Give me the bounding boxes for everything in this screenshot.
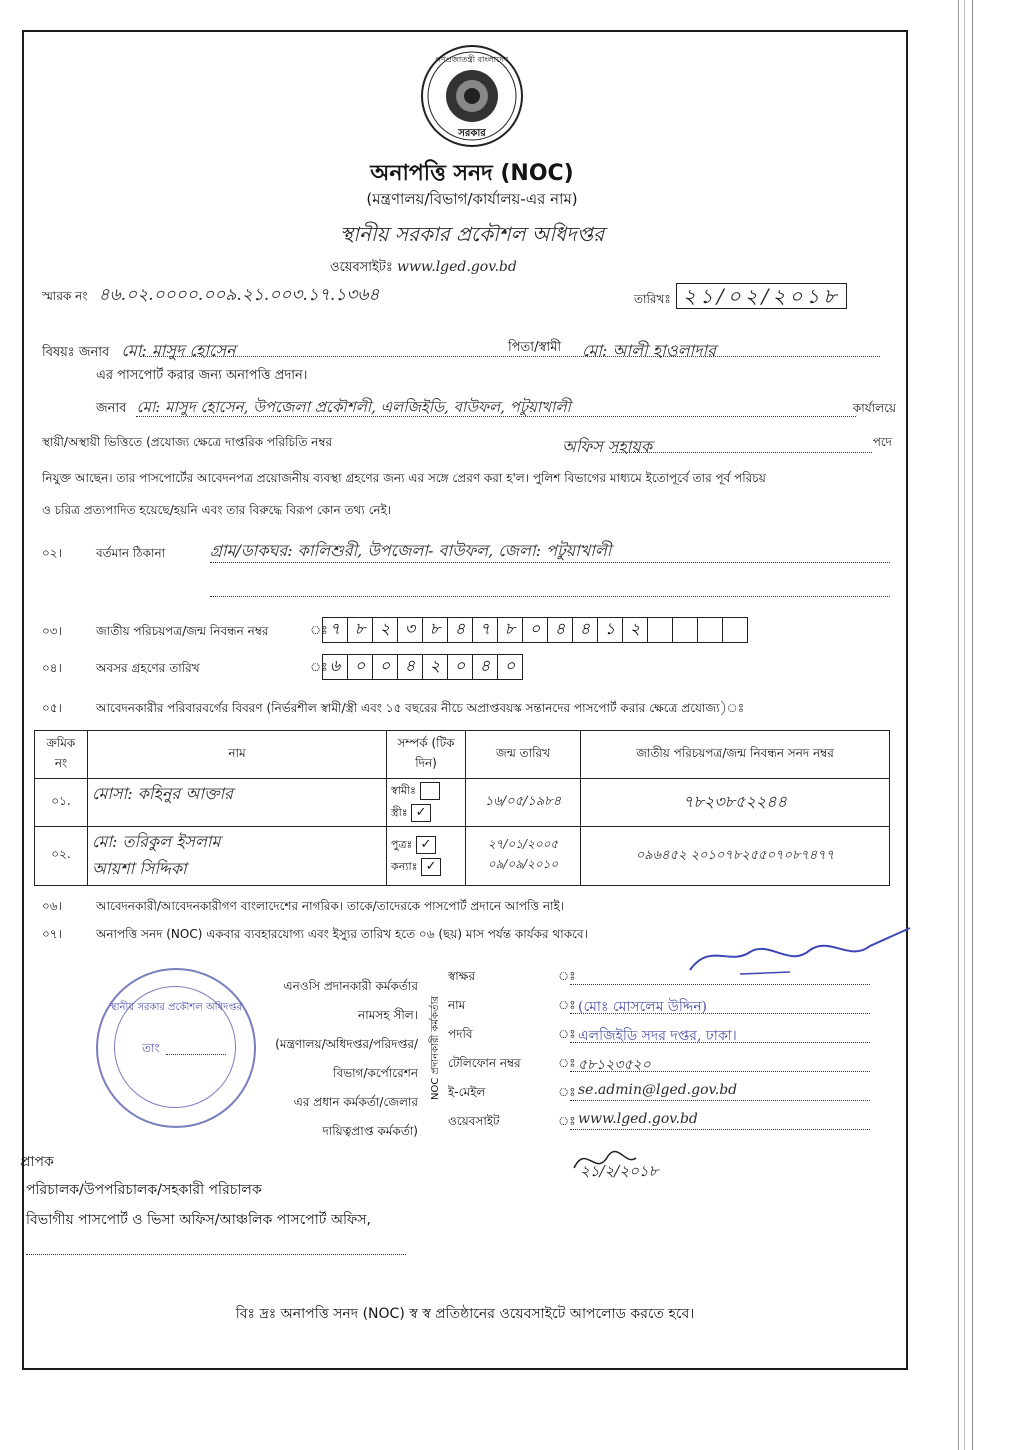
- table-header: নাম: [88, 731, 387, 779]
- retire-colon: ঃ: [310, 660, 328, 674]
- website-line: [330, 258, 517, 279]
- nid-digit-box: [697, 617, 723, 643]
- seal-date-line: [166, 1054, 226, 1055]
- perm-line: [42, 434, 892, 454]
- nid-digit-box: ৭: [322, 617, 348, 643]
- dotted-line: [140, 356, 880, 357]
- issuer-left-line: নামসহ সীল।: [358, 1008, 418, 1022]
- item-02-label: বর্তমান ঠিকানা: [96, 546, 166, 560]
- table-header: জাতীয় পরিচয়পত্র/জন্ম নিবন্ধন সনদ নম্বর: [581, 731, 890, 779]
- emblem-text-bottom: সরকার: [458, 128, 486, 139]
- row-serial: ০২.: [35, 827, 88, 886]
- relation-label: স্বামীঃ: [391, 784, 417, 797]
- row-dob: ১৬/০৫/১৯৮৪: [466, 779, 581, 827]
- nid-digit-box: ৩: [397, 617, 423, 643]
- memo-value: ৪৬.০২.০০০০.০০৯.২১.০০৩.১৭.১৩৬৪: [98, 285, 380, 305]
- office-name: স্থানীয় সরকার প্রকৌশল অধিদপ্তর: [339, 222, 605, 246]
- father-name: মো: আলী হাওলাদার: [582, 341, 716, 360]
- nid-digit-box: ৮: [422, 617, 448, 643]
- website-value: www.lged.gov.bd: [396, 259, 517, 275]
- nid-digit-box: [672, 617, 698, 643]
- family-table: [34, 730, 890, 886]
- retirement-digit-box: ০: [372, 654, 398, 680]
- issuer-left-block: [240, 972, 418, 1146]
- issuer-field-value: ৫৮১২৩৫২০: [578, 1057, 651, 1073]
- row-relation: [387, 779, 466, 827]
- relation-label: কন্যাঃ: [391, 859, 418, 873]
- post-value: অফিস সহায়ক: [562, 437, 653, 456]
- current-address: গ্রাম/ডাকঘর: কালিশুরী, উপজেলা- বাউফল, জেলা: পটুয়াখালী: [210, 541, 612, 560]
- vertical-label: NOC প্রদানকারী কর্মকর্তার: [430, 996, 441, 1100]
- issuer-field-value: se.admin@lged.gov.bd: [578, 1082, 738, 1098]
- office-suffix: কার্যালয়ে: [852, 401, 896, 415]
- row-name: আয়শা সিদ্দিকা: [92, 859, 187, 878]
- date-value: ২১/০২/২০১৮: [676, 283, 847, 309]
- designation-line: [96, 396, 906, 421]
- row-nid: ০৯৬৪৫২ ২০১০৭৮২৫৫০৭০৮৭৪৭৭: [581, 827, 890, 886]
- recipient-line-1: পরিচালক/উপপরিচালক/সহকারী পরিচালক: [26, 1182, 262, 1198]
- relation-label: স্ত্রীঃ: [391, 806, 408, 819]
- dotted-line: [26, 1254, 406, 1255]
- document-title: অনাপত্তি সনদ (NOC): [370, 161, 574, 186]
- issuer-field-row: [448, 1026, 898, 1055]
- dotted-line: [210, 562, 890, 563]
- relation-checkbox[interactable]: ✓: [416, 836, 436, 854]
- table-row: [35, 827, 890, 886]
- subject-line-2: এর পাসপোর্ট করার জন্য অনাপত্তি প্রদান।: [96, 368, 308, 383]
- item-03-label: জাতীয় পরিচয়পত্র/জন্ম নিবন্ধন নম্বর: [96, 624, 269, 638]
- initial-date: ২১/২/২০১৮: [580, 1162, 659, 1180]
- issuer-left-line: দায়িত্বপ্রাপ্ত কর্মকর্তা): [322, 1124, 418, 1138]
- applicant-name: মো: মাসুদ হোসেন: [121, 341, 236, 360]
- retirement-digit-box: ০: [497, 654, 523, 680]
- issuer-field-label: পদবি: [448, 1027, 473, 1041]
- scan-edge-line: [972, 0, 973, 1450]
- janab-label: জনাব: [78, 345, 110, 360]
- row-serial: ০১.: [35, 779, 88, 827]
- relation-line: [391, 782, 461, 801]
- issuer-field-row: [448, 1055, 898, 1084]
- issuer-field-label: স্বাক্ষর: [448, 969, 476, 983]
- subject-label: বিষয়ঃ: [42, 345, 75, 360]
- row-nid: ৭৮২৩৮৫২২৪৪: [581, 779, 890, 827]
- row-name: মো: তরিকুল ইসলাম: [92, 832, 221, 851]
- nid-digit-box: [647, 617, 673, 643]
- issuer-field-value: (মোঃ মোসলেম উদ্দিন): [578, 999, 708, 1015]
- issuer-field-label: ই-মেইল: [448, 1085, 486, 1099]
- clause-07-num: ০৭।: [42, 927, 62, 941]
- issuer-field-dotted-line: [570, 984, 870, 985]
- memo-label: স্মারক নং: [42, 289, 88, 303]
- issuer-left-line: এর প্রধান কর্মকর্তা/জেলার: [293, 1095, 418, 1109]
- nid-digit-box: ৮: [347, 617, 373, 643]
- nid-digit-box: ৮: [497, 617, 523, 643]
- table-header: জন্ম তারিখ: [466, 731, 581, 779]
- date-field: [634, 282, 847, 315]
- clause-06-num: ০৬।: [42, 899, 62, 913]
- nid-digit-box: ২: [372, 617, 398, 643]
- post-suffix: পদে: [872, 435, 892, 449]
- issuer-left-line: (মন্ত্রণালয়/অধিদপ্তর/পরিদপ্তর/: [275, 1037, 418, 1051]
- nid-digit-box: [722, 617, 748, 643]
- issuer-field-dotted-line: [570, 1100, 870, 1101]
- dotted-line: [612, 452, 872, 453]
- scan-edge-line: [964, 0, 965, 1450]
- nid-digit-box: ১: [597, 617, 623, 643]
- seal-text: স্থানীয় সরকার প্রকৌশল অধিদপ্তর: [109, 1002, 243, 1013]
- nid-digit-boxes: [322, 617, 748, 643]
- issuer-field-row: [448, 997, 898, 1026]
- retirement-digit-box: ৪: [397, 654, 423, 680]
- government-emblem: [420, 44, 524, 148]
- nid-digit-box: ৪: [547, 617, 573, 643]
- scan-edge-line: [958, 0, 959, 1450]
- relation-line: [391, 804, 461, 823]
- issuer-field-value: www.lged.gov.bd: [578, 1111, 698, 1127]
- retirement-digit-box: ৬: [322, 654, 348, 680]
- row-dob: ২৭/০১/২০০৫ ০৯/০৯/২০১০: [466, 827, 581, 886]
- nid-digit-box: ৪: [572, 617, 598, 643]
- issuer-field-colon: ঃ: [558, 1027, 576, 1041]
- office-seal-stamp: [96, 968, 256, 1128]
- row-name-cell: [88, 827, 387, 886]
- issuer-field-value: এলজিইডি সদর দপ্তর, ঢাকা।: [578, 1028, 737, 1044]
- designation-value: মো: মাসুদ হোসেন, উপজেলা প্রকৌশলী, এলজিইডি, বাউফল, পটুয়াখালী: [136, 398, 571, 416]
- retirement-digit-box: ০: [347, 654, 373, 680]
- para-2: ও চরিত্র প্রত্যপাদিত হয়েছে/হয়নি এবং তার বিরুদ্ধে বিরূপ কোন তথ্য নেই।: [42, 503, 392, 517]
- clause-07: অনাপত্তি সনদ (NOC) একবার ব্যবহারযোগ্য এবং ইস্যুর তারিখ হতে ০৬ (ছয়) মাস পর্যন্ত কার্যকর থাকবে।: [96, 927, 588, 941]
- issuer-field-colon: ঃ: [558, 1056, 576, 1070]
- nid-digit-box: ২: [622, 617, 648, 643]
- issuer-field-label: টেলিফোন নম্বর: [448, 1056, 521, 1070]
- nid-digit-box: ৪: [447, 617, 473, 643]
- footer-note: বিঃ দ্রঃ অনাপত্তি সনদ (NOC) স্ব স্ব প্রতিষ্ঠানের ওয়েবসাইটে আপলোড করতে হবে।: [235, 1306, 695, 1322]
- para-1: নিযুক্ত আছেন। তার পাসপোর্টের আবেদনপত্র প্রয়োজনীয় ব্যবস্থা গ্রহণের জন্য এর সঙ্গে প্রেরণ করা হ'ল। পুলিশ বিভাগের মাধ্যমে ইতোপূর্বে তার পূর্ব পরিচয়: [42, 471, 766, 485]
- issuer-field-colon: ঃ: [558, 969, 576, 983]
- issuer-field-colon: ঃ: [558, 1085, 576, 1099]
- retirement-digit-box: ২: [422, 654, 448, 680]
- subject-line: [42, 338, 892, 365]
- retirement-digit-box: ০: [447, 654, 473, 680]
- relation-label: পুত্রঃ: [391, 837, 413, 851]
- recipient-label: প্রাপক: [20, 1154, 54, 1170]
- father-label: পিতা/স্বামী: [508, 340, 562, 355]
- issuer-field-colon: ঃ: [558, 1114, 576, 1128]
- nid-digit-box: ০: [522, 617, 548, 643]
- nid-colon: ঃ: [310, 623, 328, 637]
- emblem-text-top: গণপ্রজাতন্ত্রী বাংলাদেশ: [435, 55, 509, 64]
- item-03-num: ০৩।: [42, 624, 62, 638]
- date-label: তারিখঃ: [634, 292, 671, 306]
- relation-line: [391, 858, 461, 877]
- document-subtitle: (মন্ত্রণালয়/বিভাগ/কার্যালয়-এর নাম): [366, 190, 578, 208]
- table-header-row: [35, 731, 890, 779]
- memo-line: [42, 282, 379, 310]
- issuer-field-colon: ঃ: [558, 998, 576, 1012]
- item-02-num: ০২।: [42, 546, 62, 560]
- table-header: সম্পর্ক (টিক দিন): [387, 731, 466, 779]
- issuer-fields: [448, 968, 898, 1142]
- janab2-label: জনাব: [96, 401, 127, 416]
- officer-signature: [680, 922, 920, 982]
- issuer-field-row: [448, 1084, 898, 1113]
- nid-digit-box: ৭: [472, 617, 498, 643]
- issuer-field-dotted-line: [570, 1129, 870, 1130]
- issuer-field-label: ওয়েবসাইট: [448, 1114, 500, 1128]
- dotted-line: [136, 416, 856, 417]
- relation-checkbox[interactable]: ✓: [421, 858, 441, 876]
- row-name: মোসা: কহিনুর আক্তার: [88, 779, 387, 827]
- table-row: [35, 779, 890, 827]
- retirement-digit-box: ৪: [472, 654, 498, 680]
- perm-text: স্থায়ী/অস্থায়ী ভিত্তিতে (প্রযোজ্য ক্ষেত্রে দাপ্তরিক পরিচিতি নম্বর: [42, 435, 333, 449]
- website-label: ওয়েবসাইটঃ: [330, 260, 393, 275]
- retirement-digit-boxes: [322, 654, 523, 680]
- relation-line: [391, 836, 461, 855]
- relation-checkbox[interactable]: ✓: [411, 804, 431, 822]
- item-05-label: আবেদনকারীর পরিবারবর্গের বিবরণ (নির্ভরশীল স্বামী/স্ত্রী এবং ১৫ বছরের নীচে অপ্রাপ্তবয়স্ক সন্তানদের পাসপোর্ট করার ক্ষেত্রে প্রযোজ্য)ঃ: [96, 701, 745, 715]
- item-04-num: ০৪।: [42, 661, 62, 675]
- item-04-label: অবসর গ্রহণের তারিখ: [96, 661, 200, 675]
- relation-checkbox[interactable]: [420, 782, 440, 800]
- issuer-left-line: বিভাগ/কর্পোরেশন: [333, 1066, 418, 1080]
- issuer-field-label: নাম: [448, 998, 466, 1012]
- recipient-line-2: বিভাগীয় পাসপোর্ট ও ভিসা অফিস/আঞ্চলিক পাসপোর্ট অফিস,: [26, 1212, 371, 1228]
- issuer-left-line: এনওসি প্রদানকারী কর্মকর্তার: [283, 979, 418, 993]
- seal-date-label: তাং: [142, 1041, 160, 1055]
- item-05-num: ০৫।: [42, 701, 62, 715]
- row-relation: [387, 827, 466, 886]
- clause-06: আবেদনকারী/আবেদনকারীগণ বাংলাদেশের নাগরিক। তাকে/তাদেরকে পাসপোর্ট প্রদানে আপত্তি নাই।: [96, 899, 565, 913]
- table-header: ক্রমিক নং: [35, 731, 88, 779]
- dotted-line: [210, 596, 890, 597]
